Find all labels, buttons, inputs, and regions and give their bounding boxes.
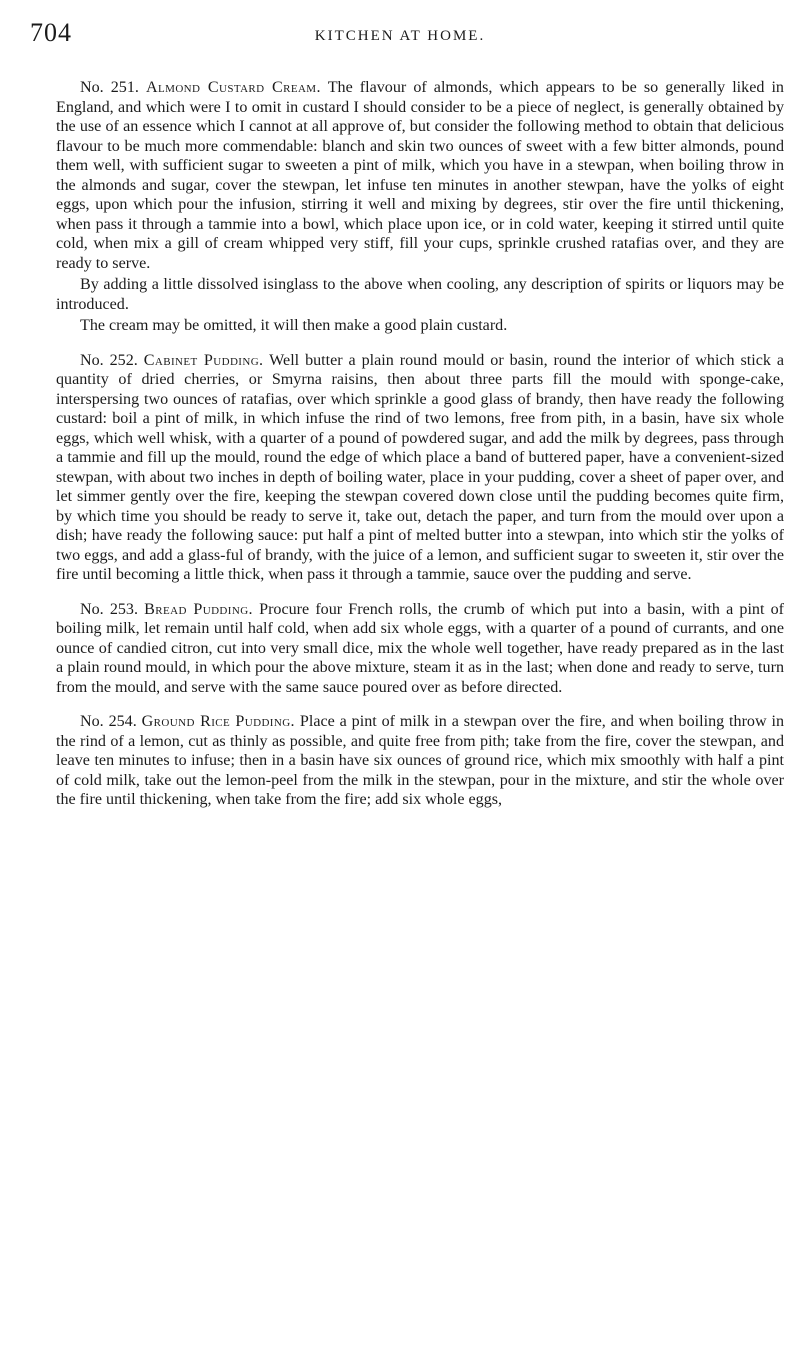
recipe-252 — [56, 351, 784, 585]
recipe-number: No. 254. — [80, 713, 137, 730]
recipe-text: Place a pint of milk in a stewpan over the fire, and when boiling throw in the rind of a lemon, cut as thinly as possible, and quite free from pith; take from the fire, cover the stewpan, and leave ten minutes to infuse; then in a basin have six ounces of ground rice, which mix smoothly with half a pint of cold milk, take out the lemon-peel from the milk in the stewpan, pour in the mixture, and stir the whole over the fire until thickening, when take from the fire; add six whole eggs, — [56, 713, 785, 808]
recipe-note: The cream may be omitted, it will then make a good plain custard. — [80, 317, 508, 334]
recipe-number: No. 252. — [80, 351, 138, 369]
recipe-number: No. 251. — [80, 79, 139, 96]
recipe-251 — [56, 78, 784, 273]
recipe-text: The flavour of almonds, which appears to be so generally liked in England, and which were I to omit in custard I should consider to be a piece of neglect, is generally obtained by the use of an essence which I cannot at all approve of, but consider the following method to obtain that delicious flavour to be much more commendable: blanch and skin two ounces of sweet with a few bitter almonds, pound them well, with sufficient sugar to sweeten a pint of milk, which you have in a stewpan, when boiling throw in the almonds and sugar, cover the stewpan, let infuse ten minutes in another stewpan, have the yolks of eight eggs, upon which pour the infusion, stirring it well and mixing by degrees, stir over the fire until thickening, when pass it through a tammie into a bowl, which place upon ice, or in cold water, keeping it stirred until quite cold, when mix a gill of cream whipped very stiff, fill your cups, sprinkle crushed ratafias over, and they are ready to serve. — [56, 79, 784, 272]
recipe-253 — [56, 600, 784, 698]
recipe-note: By adding a little dissolved isinglass to the above when cooling, any description of spirits or liquors may be introduced. — [56, 276, 784, 313]
recipe-number: No. 253. — [80, 600, 139, 618]
recipe-title: Ground Rice Pudding. — [141, 713, 295, 730]
running-head: KITCHEN AT HOME. — [314, 28, 486, 44]
recipe-title: Cabinet Pudding. — [143, 351, 264, 369]
recipe-text: Procure four French rolls, the crumb of which put into a basin, with a pint of boiling milk, let remain until half cold, when add six whole eggs, with a quarter of a pound of currants, and one ounce of candied citron, cut into very small dice, mix the whole well together, have ready prepared as in the last a plain round mould, in which pour the above mixture, steam it as in the last; when done and ready to serve, turn from the mould, and serve with the same sauce poured over as before directed. — [56, 600, 784, 696]
page-number: 704 — [30, 18, 72, 47]
recipe-title: Almond Custard Cream. — [146, 79, 321, 96]
text-body — [56, 78, 784, 810]
recipe-254 — [56, 712, 784, 810]
recipe-title: Bread Pudding. — [144, 600, 253, 618]
recipe-text: Well butter a plain round mould or basin, round the interior of which stick a quantity of dried cherries, or Smyrna raisins, then about three parts fill the mould with sponge-cake, interspersing two ounces of ratafias, over which sprinkle a good glass of brandy, then have ready the following custard: boil a pint of milk, in which infuse the rind of two lemons, free from pith, in a basin, have six whole eggs, which well whisk, with a quarter of a pound of powdered sugar, and add the milk by degrees, pass through a tammie and fill up the mould, round the edge of which place a band of buttered paper, have a convenient-sized stewpan, with about two inches in depth of boiling water, place in your pudding, cover a sheet of paper over, and let simmer gently over the fire, keeping the stewpan covered down close until the pudding becomes quite firm, by which time you should be ready to serve it, take out, detach the paper, and turn from the mould over upon a dish; have ready the following sauce: put half a pint of melted butter into a stewpan, into which stir the yolks of two eggs, and add a glass-ful of brandy, with the juice of a lemon, and sufficient sugar to sweeten it, stir over the fire until becoming a little thick, when pass it through a tammie, sauce over the pudding and serve. — [56, 351, 785, 583]
